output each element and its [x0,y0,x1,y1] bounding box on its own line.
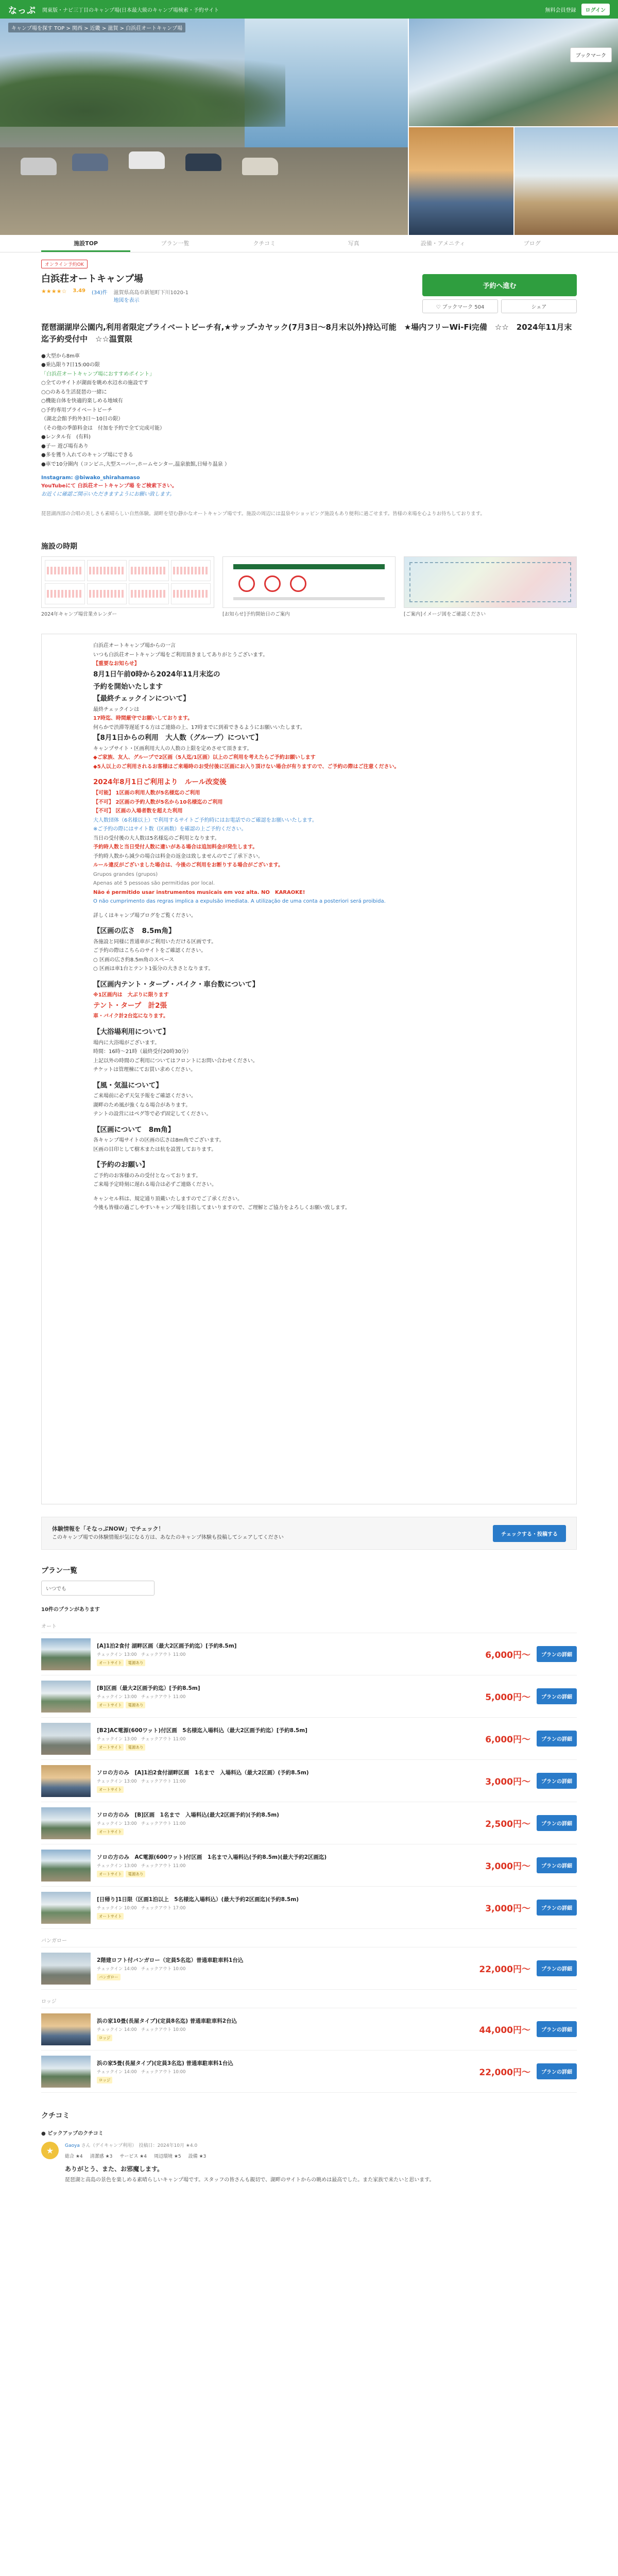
tree-area [0,49,285,127]
rating-stars: ★★★★☆ [41,288,67,295]
review-count-link[interactable]: (34)件 [92,290,108,296]
breadcrumb[interactable]: キャンプ場を探す TOP > 関西 > 近畿 > 滋賀 > 白浜荘オートキャンプ場 [8,23,185,32]
site-logo[interactable]: なっぷ [8,5,36,16]
plan-tag: ロッジ [97,2077,112,2083]
season-caption: [お知らせ]予約開始日のご案内 [222,612,290,618]
plan-checkin-times: チェックイン 14:00 チェックアウト 10:00 [97,2027,186,2032]
notice-line: 車・バイク計2台迄になります。 [93,1013,168,1020]
notice-line: ルール違反がございました場合は、今後のご利用をお断りする場合がございます。 [93,862,283,869]
plan-price-value: 22,000円〜 [479,1964,530,1975]
review-score: 設備 ★3 [188,2154,207,2160]
plan-tag: オートサイト [97,1871,124,1877]
plan-checkin-times: チェックイン 13:00 チェックアウト 11:00 [97,1736,186,1742]
notice-line: チケットは管理棟にてお買い求めください。 [93,1067,196,1073]
feature-line: ●多を獲り入れてのキャンプ場にできる [41,452,133,458]
plan-price-value: 2,500円〜 [485,1819,530,1830]
plan-price [474,1859,530,1872]
review-body [65,2142,577,2184]
plan-photo[interactable] [41,2056,91,2088]
car-shape [21,158,57,175]
plan-tags [97,1828,468,1835]
feature-line: ●レンタル有 (有料) [41,434,91,440]
tab-blog[interactable]: ブログ [523,240,541,247]
notice-line: キャンセル料は、規定通り頂戴いたしますのでご了承ください。 [93,1196,243,1202]
header-small-actions [422,299,577,313]
plan-price [474,1732,530,1745]
plan-photo[interactable] [41,1892,91,1924]
reviews-section-title: クチコミ [41,2112,70,2121]
plan-body [97,2018,468,2041]
plan-group-label: ロッジ [41,1990,577,2008]
plan-price [474,1817,530,1829]
notice-line: いつも白浜荘オートキャンプ場をご利用頂きましてありがとうございます。 [93,652,268,658]
notice-line: 【区画について 8m角】 [93,1125,175,1134]
notice-line: 当日の受付後の大人数は5名様迄のご利用となります。 [93,835,220,841]
plan-photo[interactable] [41,1953,91,1985]
plan-photo[interactable] [41,1723,91,1755]
notice-line: 白浜荘オートキャンプ場からの一言 [93,643,176,649]
plan-row[interactable] [41,2050,577,2093]
plan-row[interactable] [41,1802,577,1844]
notice-spacer [93,906,525,911]
plan-photo[interactable] [41,2013,91,2045]
notice-line: 上記以外の時間のご利用についてはフロントにお問い合わせください。 [93,1058,258,1064]
plan-price [474,2023,530,2036]
notice-line: 場内に大浴場がございます。 [93,1040,160,1046]
plan-body [97,2060,468,2083]
plan-price [474,1962,530,1975]
plan-name[interactable]: 浜の家10畳(長屋タイプ)(定員8名迄) 普通車駐車料2台込 [97,2018,237,2024]
review-title: ありがとう、また、お邪魔します。 [65,2165,164,2173]
notice-line: 2024年8月1日ご利用より ルール改変後 [93,778,227,787]
feature-line: ○予約専用プライベートビーチ [41,407,113,413]
map-image [404,556,577,608]
plan-row[interactable] [41,1887,577,1929]
plan-body [97,1896,468,1920]
plan-checkin-times: チェックイン 13:00 チェックアウト 11:00 [97,1778,186,1784]
notice-line: 区画の目印として樹木または杭を設置しております。 [93,1146,217,1153]
notice-line: 予約時人数と当日受付人数に違いがある場合は追加料金が発生します。 [93,844,258,851]
notice-spacer [93,920,525,925]
notice-line: 【予約のお願い】 [93,1161,149,1170]
instagram-row [41,474,577,482]
plan-detail-button[interactable]: プランの詳細 [537,1646,577,1662]
reviewer-name[interactable]: Gaoya [65,2143,80,2149]
plan-detail-button[interactable]: プランの詳細 [537,1900,577,1916]
prohibit-icon [238,575,255,592]
hero-sunset-photo[interactable] [409,127,513,235]
plan-tags [97,1659,468,1666]
bookmark-count-button[interactable]: ♡ ブックマーク 504 [422,299,498,313]
notice-line: 時間：16時～21時（最終受付20時30分） [93,1049,192,1055]
plan-row[interactable] [41,1760,577,1802]
plan-tag: 電源あり [126,1744,145,1751]
address: 滋賀県高島市新旭町下川1020-1 [113,290,188,296]
plan-checkin-times: チェックイン 14:00 チェックアウト 10:00 [97,1966,186,1972]
notice-line: 【区画内テント・タープ・バイク・車台数について】 [93,980,260,989]
notice-line: 17時迄、時間厳守でお願いしております。 [93,716,193,722]
plan-price-value: 3,000円〜 [485,1904,530,1914]
plan-price [474,1690,530,1703]
plan-body [97,1957,468,1980]
hero-side-row [409,127,618,235]
plan-photo[interactable] [41,1807,91,1839]
plan-detail-button[interactable]: プランの詳細 [537,1857,577,1873]
instagram-label: Instagram: [41,475,73,481]
notice-banner [233,564,385,569]
review-score: 総合 ★4 [65,2154,83,2160]
page-title: 白浜荘オートキャンプ場 [41,274,143,284]
notice-spacer [93,1075,525,1080]
plan-row[interactable] [41,1675,577,1718]
plan-tag: オートサイト [97,1828,124,1835]
car-shape [129,151,165,169]
calendar-month [45,560,85,581]
plan-detail-button[interactable]: プランの詳細 [537,1688,577,1704]
season-card[interactable] [404,556,577,618]
notice-line: 今後も皆様の過ごしやすいキャンプ場を目指してまいりますので、ご理解とご協力をよろしくお願い致します。 [93,1205,350,1211]
notice-spacer [93,974,525,979]
notice-line: ご予約の際はこちらのサイトをご確認ください。 [93,948,207,954]
facility-description: 琵琶湖西部の合唱の美しさも素晴らしい自然体験。湖畔を望む静かなオートキャンプ場です。施設の周辺には温泉やショッピング施設もあり便利に過ごせます。皆様の来場を心よりお待ちしております。 [41,511,485,517]
plan-tags [97,1744,468,1751]
notice-line: 【重要なお知らせ】 [93,661,140,667]
notice-line: キャンプサイト・区画利用大人の人数の上限を定めさせて頂きます。 [93,745,252,752]
plan-group-label: バンガロー [41,1929,577,1947]
notice-line: テント・タープ 計2張 [93,1001,167,1010]
tab-photos[interactable]: 写真 [348,240,359,247]
plan-name[interactable]: [日帰り]1日限（区画1泊以上 5名様迄入場料込）(最大予約2区画迄)(予約8.5m) [97,1896,299,1903]
plan-tag: バンガロー [97,1974,121,1980]
notice-spacer [93,1190,525,1195]
plan-price-value: 3,000円〜 [485,1861,530,1872]
tab-top[interactable]: 施設TOP [41,235,130,252]
plan-row[interactable] [41,1718,577,1760]
notice-line: 【区画の広さ 8.5m角】 [93,927,176,936]
notice-line: ※ご予約の際にはサイト数（区画数）を確認の上ご予約ください。 [93,826,247,833]
calendar-grid [45,560,211,604]
calendar-image [41,556,214,608]
plan-body [97,1685,468,1708]
plan-tags [97,1786,468,1793]
plan-group-label: オート [41,1615,577,1633]
notice-line: Não é permitido usar instrumentos musicais em voz alta. NO KARAOKE! [93,889,305,895]
calendar-month [87,560,127,581]
plan-photo[interactable] [41,1765,91,1797]
follow-button[interactable]: チェックする・投稿する [493,1525,566,1542]
map-outline [409,562,571,602]
plan-detail-button[interactable]: プランの詳細 [537,1731,577,1747]
global-actions [545,4,610,15]
calendar-month [129,560,169,581]
season-section-title: 施設の時期 [41,543,77,551]
plans-section-title: プラン一覧 [41,1567,77,1575]
sns-block [0,469,618,499]
follow-text-block [52,1524,493,1542]
bookmark-button[interactable]: ブックマーク [570,47,612,62]
notice-line: 【8月1日からの利用 大人数（グループ）について】 [93,734,263,742]
feature-line: ●乗込限り7日15:00の限 [41,362,100,368]
plan-tags [97,2077,468,2083]
season-card[interactable] [41,556,214,618]
notice-line: 湖畔のため風が強くなる場合があります。 [93,1102,191,1108]
plan-photo[interactable] [41,1638,91,1670]
notice-spacer [93,1154,525,1159]
feature-line: ○○のある生活琵琶の一緒に [41,389,107,395]
car-shape [72,154,108,171]
facility-notice [41,634,577,1504]
plan-row[interactable] [41,2008,577,2050]
plan-tag: 電源あり [126,1871,145,1877]
plan-price [474,1648,530,1660]
plan-name[interactable]: 2階建ロフト付バンガロー（定員5名迄）普通車駐車料1台込 [97,1957,244,1963]
hero-side-photo[interactable] [409,19,618,126]
avatar: ★ [41,2142,59,2159]
feature-line: ●車で10分圏内（コンビニ,大型スーパー,ホームセンター,温泉旅館,日帰り温泉 ） [41,461,230,467]
plan-photo[interactable] [41,1850,91,1882]
notice-line: 8月1日午前0時から2024年11月末迄の [93,670,220,679]
notice-line: 大人数団体（6名様以上）で利用するサイトご予約時にはお電話でのご確認をお願いいたします。 [93,817,317,823]
calendar-month [171,583,211,604]
season-caption: [ご案内]イメージ図をご確認ください [404,612,486,618]
notice-line: ご来場前に必ず天気予報をご確認ください。 [93,1093,196,1099]
prohibit-icon [290,575,306,592]
notice-line: Grupos grandes (grupos) [93,871,158,877]
notice-line: 各キャンプ場サイトの区画の広さは8m角でございます。 [93,1138,225,1144]
follow-title: 体験情報を「そなっぷNOW」でチェック！ [52,1526,164,1533]
plan-list [0,1615,618,2093]
feature-line: ○機能自体を快適的楽しめる地域有 [41,398,123,404]
notice-spacer [93,771,525,776]
youtube-note: YouTubeにて 白浜荘オートキャンプ場 をご検索下さい。 [41,483,178,489]
header-info [41,260,412,313]
calendar-month [171,560,211,581]
follow-text: このキャンプ場での体験情報が気になる方は、あなたのキャンプ体験も投稿してシェアしてください [52,1535,284,1541]
plan-checkin-times: チェックイン 13:00 チェックアウト 11:00 [97,1694,186,1700]
notice-line: 【最終チェックインについて】 [93,694,190,703]
feature-line: ●子ー 遊び場有あり [41,443,89,449]
plan-price-value: 22,000円〜 [479,2067,530,2078]
notice-line: ※1区画内は 大ぶりに限ります [93,992,169,998]
season-card[interactable] [222,556,396,618]
notice-spacer [93,1021,525,1026]
plan-price-value: 6,000円〜 [485,1735,530,1745]
plan-tag: オートサイト [97,1744,124,1751]
notice-line: ◆5人以上のご利用されるお客様はご来場時のお受付後に区画にお入り頂けない場合が有りますので、ご予約の際はご注意ください。 [93,764,400,770]
notice-line: 【不可】 2区画の予約人数が5名から10名様迄のご利用 [93,799,223,805]
notice-line [233,597,385,600]
feature-line: ○全てのサイトが湖面を眺め水辺水の施設です [41,380,149,386]
plan-tag: 電源あり [126,1659,145,1666]
plan-price-value: 5,000円〜 [485,1692,530,1703]
tab-plans[interactable]: プラン一覧 [161,240,190,247]
plan-body [97,1811,468,1835]
notice-line: ○ 区画は車1台とテント1張分の大きさとなります。 [93,966,214,972]
plan-checkin-times: チェックイン 13:00 チェックアウト 11:00 [97,1821,186,1826]
notice-spacer [93,1119,525,1124]
plan-tag: ロッジ [97,2035,112,2041]
plan-body [97,1727,468,1751]
plan-tags [97,2035,468,2041]
calendar-month [45,583,85,604]
plan-row[interactable] [41,1844,577,1887]
instagram-link[interactable]: @biwako_shirahamaso [74,475,140,481]
online-reserve-badge: オンライン予約OK [41,260,88,268]
address-block [114,288,188,303]
plan-detail-button[interactable]: プランの詳細 [537,2063,577,2079]
header-actions [422,260,577,313]
plan-name[interactable]: 浜の家5畳(長屋タイプ)(定員3名迄) 普通車駐車料1台込 [97,2060,233,2066]
catch-copy: 琵琶湖湖岸公園内,利用者限定プライベートビーチ有,★サップ-カヤック(7月3日〜8月末以外)持込可能 ★場内フリーWi-Fi完備 ☆☆ 2024年11月末迄予約受付中 ☆☆温質限 [41,323,572,344]
notice-line: 【風・気温について】 [93,1081,163,1090]
hero-side-photos [409,19,618,235]
review-meta: さん（デイキャンプ利用） 投稿日：2024年10月 ★4.0 [81,2143,198,2149]
hero-beach-photo[interactable] [514,127,618,235]
notice-line: 【不可】 区画の入場者数を超えた利用 [93,808,183,815]
review-text: 琵琶湖と高島の景色を楽しめる素晴らしいキャンプ場です。スタッフの皆さんも親切で、湖畔のサイトからの眺めは最高でした。また家族で来たいと思います。 [65,2177,435,2183]
plan-tags [97,1913,468,1920]
season-images [0,556,618,618]
plan-tag: オートサイト [97,1659,124,1666]
plan-checkin-times: チェックイン 10:00 チェックアウト 17:00 [97,1905,186,1911]
login-button[interactable]: ログイン [581,4,610,15]
prohibit-icon [264,575,281,592]
plan-price-value: 3,000円〜 [485,1777,530,1788]
review-score: 周辺環境 ★5 [153,2154,181,2160]
plan-tag: オートサイト [97,1913,124,1920]
notice-line: テントの設営にはペグ等で必ず固定してください。 [93,1111,212,1117]
review-score: サービス ★4 [119,2154,147,2160]
plan-body [97,1854,468,1877]
tab-amenities[interactable]: 設備・アメニティ [420,240,466,247]
global-tagline: 関東版・ナビ三丁目のキャンプ場(日本最大級のキャンプ場検索・予約サイト [42,7,219,13]
plan-name[interactable]: ソロの方のみ [A]1泊2食付湖畔区画 1名まで 入場料込（最大2区画）(予約8.5m) [97,1769,309,1776]
car-shape [242,158,278,175]
notice-line: 詳しくはキャンプ場ブログをご覧ください。 [93,912,196,919]
plan-detail-button[interactable]: プランの詳細 [537,1815,577,1831]
plan-row[interactable] [41,1633,577,1675]
reserve-button[interactable]: 予約へ進む [422,274,577,296]
notice-line: O não cumprimento das regras implica a expulsão imediata. A utilização de uma conta a posteriori será proibida. [93,899,386,905]
global-header [0,0,618,19]
plan-count: 10件のプランがあります [41,1607,100,1613]
notice-line: ご予約のお客様のみの受付となっております。 [93,1173,201,1179]
facility-header [0,252,618,313]
plan-price [474,2065,530,2078]
notice-line: 【大浴場利用について】 [93,1027,170,1036]
plan-checkin-times: チェックイン 13:00 チェックアウト 11:00 [97,1652,186,1657]
notice-image [222,556,396,608]
notice-line: 予約時人数から減少の場合は料金の返金は致しませんのでご了承下さい。 [93,853,263,859]
hero-gallery [0,19,618,235]
plan-body [97,1642,468,1666]
notice-line: 【可能】 1区画の利用人数が5名様迄のご利用 [93,790,200,796]
plan-name[interactable]: [B2]AC電源(600ワット)付区画 5名様迄入場料込（最大2区画予約迄）[予約8.5m] [97,1727,307,1734]
notice-line: ご来場予定時刻に遅れる場合は必ずご連絡ください。 [93,1182,217,1188]
feature-list [0,346,618,469]
notice-line: ◆ご家族、友人、グループで2区画（5人迄/1区画）以上のご利用を考えたらご予約お願いします [93,755,316,761]
plan-name[interactable]: [A]1泊2食付 湖畔区画（最大2区画予約迄）[予約8.5m] [97,1642,237,1649]
plan-row[interactable] [41,1947,577,1990]
date-select[interactable]: いつでも [41,1581,154,1596]
plan-checkin-times: チェックイン 14:00 チェックアウト 10:00 [97,2069,186,2075]
share-button[interactable]: シェア [501,299,577,313]
register-link[interactable]: 無料会員登録 [545,7,576,13]
review-scores [65,2153,577,2159]
notice-line: 最終チェックインは [93,706,140,713]
feature-line: （湖北会館予約外3日～10日の限） [41,416,124,422]
calendar-month [87,583,127,604]
plan-tags [97,1974,468,1980]
map-link[interactable]: 地図を表示 [113,298,140,303]
hero-main-photo[interactable] [0,19,408,235]
plan-body [97,1769,468,1793]
season-caption: 2024年キャンプ場営業カレンダー [41,612,117,618]
tab-reviews[interactable]: クチコミ [253,240,276,247]
plan-tag: オートサイト [97,1702,124,1708]
rating-value: 3.49 [73,288,85,294]
plan-price [474,1901,530,1914]
review-card[interactable] [41,2142,577,2184]
notice-line: Apenas até 5 pessoas são permitidas por local. [93,880,215,887]
plan-price-value: 6,000円〜 [485,1650,530,1661]
car-shape [185,154,221,171]
plan-tags [97,1871,468,1877]
feature-line: （その他の季節料金は 付加を予約で全て完成可能） [41,425,165,431]
pickup-label: ● ピックアップのクチコミ [41,2131,104,2137]
plan-tags [97,1702,468,1708]
header-meta [41,288,412,303]
plan-name[interactable]: ソロの方のみ [B]区画 1名まで 入場料込(最大2区画予約)(予約8.5m) [97,1811,279,1818]
plan-name[interactable]: ソロの方のみ AC電源(600ワット)付区画 1名まで入場料込(予約8.5m)(最大予約2区画迄) [97,1854,327,1860]
plan-tag: オートサイト [97,1786,124,1793]
plan-price-value: 44,000円〜 [479,2025,530,2036]
notice-line: 各施設と同様に普通車がご利用いただける区画です。 [93,939,217,945]
notice-line: ○ 区画の広さ約8.5m角のスペース [93,957,175,963]
plan-name[interactable]: [B]区画（最大2区画予約迄）[予約8.5m] [97,1685,200,1691]
notice-line: 何らかで渋滞等遅延する方はご連絡の上、17時までに到着できるようにお願いいたします。 [93,724,305,731]
feature-line: 「白浜荘オートキャンプ場におすすめポイント」 [41,371,155,377]
plan-detail-button[interactable]: プランの詳細 [537,1960,577,1976]
notice-line: 予約を開始いたします [93,682,163,691]
plan-photo[interactable] [41,1681,91,1713]
facility-tabs [0,235,618,252]
calendar-month [129,583,169,604]
review-score: 清潔感 ★3 [90,2154,113,2160]
plan-checkin-times: チェックイン 13:00 チェックアウト 11:00 [97,1863,186,1869]
plan-price [474,1774,530,1787]
plan-tag: 電源あり [126,1702,145,1708]
plan-detail-button[interactable]: プランの詳細 [537,1773,577,1789]
plan-detail-button[interactable]: プランの詳細 [537,2021,577,2037]
feature-line: ●大型から8m車 [41,353,80,359]
review-meta-row [65,2142,577,2148]
youtube-subnote: お近くに確認ご開示いただきますようにお願い致します。 [41,492,175,497]
follow-banner [41,1517,577,1550]
